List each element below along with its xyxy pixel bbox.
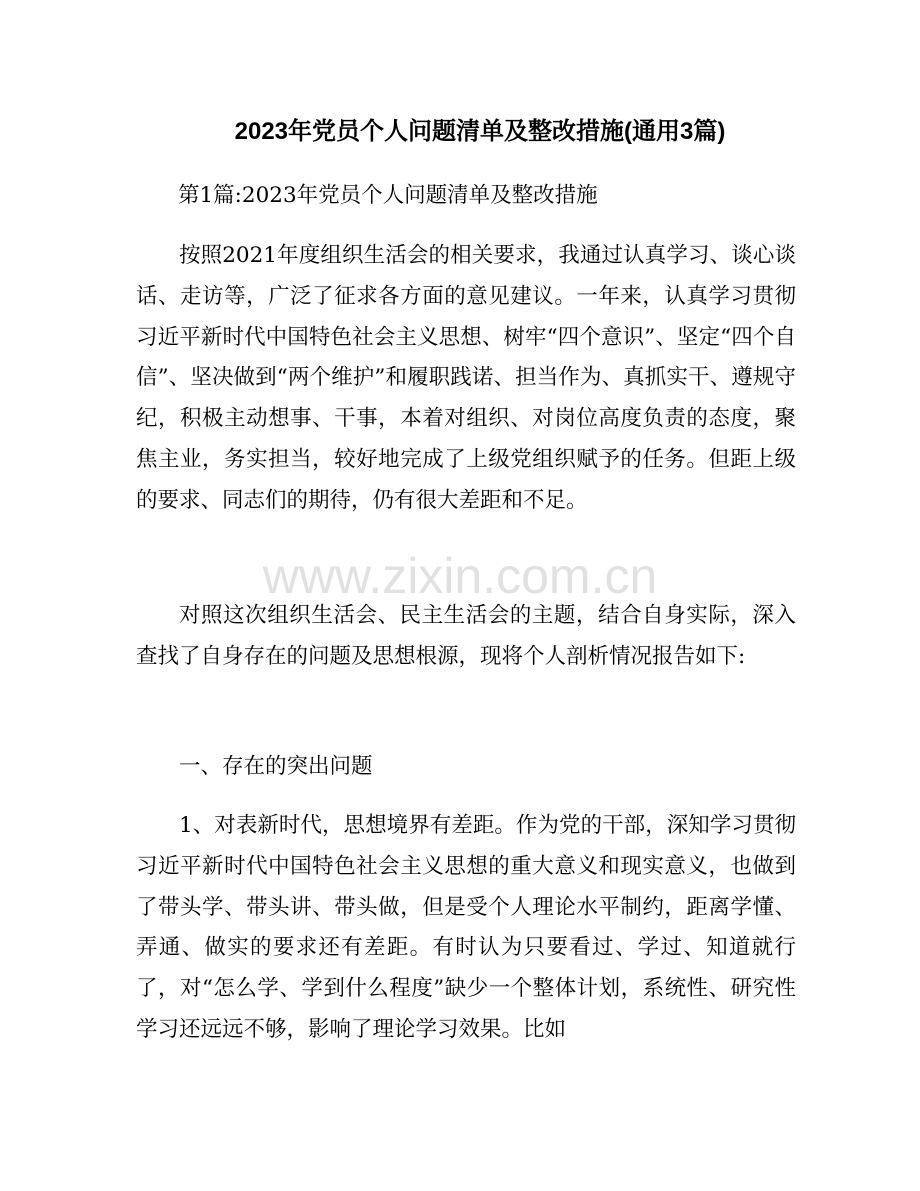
body-paragraph: 对照这次组织生活会、民主生活会的主题，结合自身实际，深入查找了自身存在的问题及思想根源，现将个人剖析情况报告如下: [136,603,796,669]
body-paragraph: 1、对表新时代，思想境界有差距。作为党的干部，深知学习贯彻习近平新时代中国特色社会主义思想的重大意义和现实意义，也做到了带头学、带头讲、带头做，但是受个人理论水平制约，距离学懂、弄通、做实的要求还有差距。有时认为只要看过、学过、知道就行了，对“怎么学、学到什么程度”缺少一个整体计划，系统性、研究性学习还远远不够，影响了理论学习效果。比如 [136,813,796,1042]
body-paragraph: 按照2021年度组织生活会的相关要求，我通过认真学习、谈心谈话、走访等，广泛了征求各方面的意见建议。一年来，认真学习贯彻习近平新时代中国特色社会主义思想、树牢“四个意识”、坚定“四个自信”、坚决做到“两个维护”和履职践诺、担当作为、真抓实干、遵规守纪，积极主动想事、干事，本着对组织、对岗位高度负责的态度，聚焦主业，务实担当，较好地完成了上级党组织赋予的任务。但距上级的要求、同志们的期待，仍有很大差距和不足。 [136,243,796,513]
watermark: www.zixin.com.cn [262,548,658,604]
section-subtitle: 第1篇:2023年党员个人问题清单及整改措施 [178,183,598,208]
section-heading: 一、存在的突出问题 [179,754,373,779]
document-title: 2023年党员个人问题清单及整改措施(通用3篇) [234,118,726,145]
